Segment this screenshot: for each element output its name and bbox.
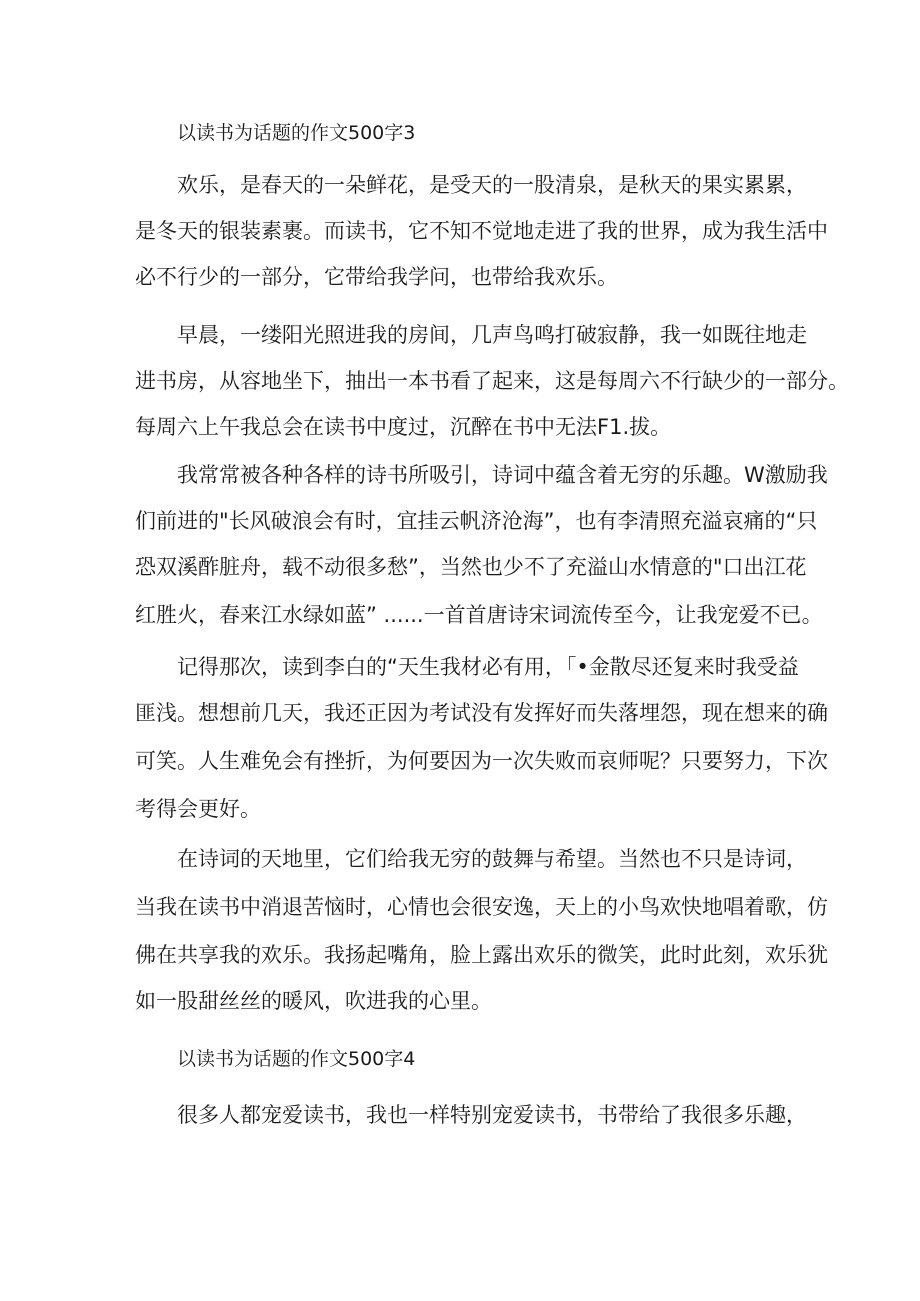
paragraph-2-line-1: 早晨，一缕阳光照进我的房间，几声鸟鸣打破寂静，我一如既往地走: [177, 323, 807, 347]
paragraph-5-line-4: 如一股甜丝丝的暖风，吹进我的心里。: [135, 989, 492, 1013]
paragraph-3-line-2: 们前进的"长风破浪会有时，宜挂云帆济沧海”，也有李清照充溢哀痛的“只: [135, 509, 818, 533]
paragraph-2-line-2: 进书房，从容地坐下，抽出一本书看了起来，这是每周六不行缺少的一部分。: [135, 369, 849, 393]
paragraph-4-line-1: 记得那次，读到李白的“天生我材必有用，「•金散尽还复来时我受益: [177, 655, 799, 679]
paragraph-1-line-1: 欢乐，是春天的一朵鲜花，是受天的一股清泉，是秋天的果实累累，: [177, 173, 807, 197]
paragraph-4-line-2: 匪浅。想想前几天，我还正因为考试没有发挥好而失落埋怨，现在想来的确: [135, 701, 828, 725]
paragraph-3-line-3: 恐双溪酢脏舟，载不动很多愁”，当然也少不了充溢山水情意的"口出江花: [135, 555, 807, 579]
essay-heading-4: 以读书为话题的作文500字4: [177, 1048, 416, 1070]
paragraph-5-line-1: 在诗词的天地里，它们给我无穷的鼓舞与希望。当然也不只是诗词，: [177, 847, 807, 871]
paragraph-4-line-4: 考得会更好。: [135, 797, 261, 821]
paragraph-1-line-2: 是冬天的银装素裹。而读书，它不知不觉地走进了我的世界，成为我生活中: [135, 219, 828, 243]
paragraph-4-line-3: 可笑。人生难免会有挫折，为何要因为一次失败而哀师呢？只要努力，下次: [135, 749, 828, 773]
paragraph-5-line-2: 当我在读书中消退苦恼时，心情也会很安逸，天上的小鸟欢快地唱着歌，仿: [135, 895, 828, 919]
paragraph-3-line-1: 我常常被各种各样的诗书所吸引，诗词中蕴含着无穷的乐趣。W激励我: [177, 463, 828, 487]
paragraph-5-line-3: 佛在共享我的欢乐。我扬起嘴角，脸上露出欢乐的微笑，此时此刻，欢乐犹: [135, 943, 828, 967]
paragraph-2-line-3: 每周六上午我总会在读书中度过，沉醉在书中无法F1.拔。: [135, 415, 672, 439]
paragraph-3-line-4: 红胜火，春来江水绿如蓝” ......一首首唐诗宋词流传至今，让我宠爱不已。: [135, 603, 823, 627]
essay-heading-3: 以读书为话题的作文500字3: [177, 122, 416, 144]
paragraph-6-line-1: 很多人都宠爱读书，我也一样特别宠爱读书，书带给了我很多乐趣，: [177, 1103, 807, 1127]
paragraph-1-line-3: 必不行少的一部分，它带给我学问，也带给我欢乐。: [135, 265, 618, 289]
